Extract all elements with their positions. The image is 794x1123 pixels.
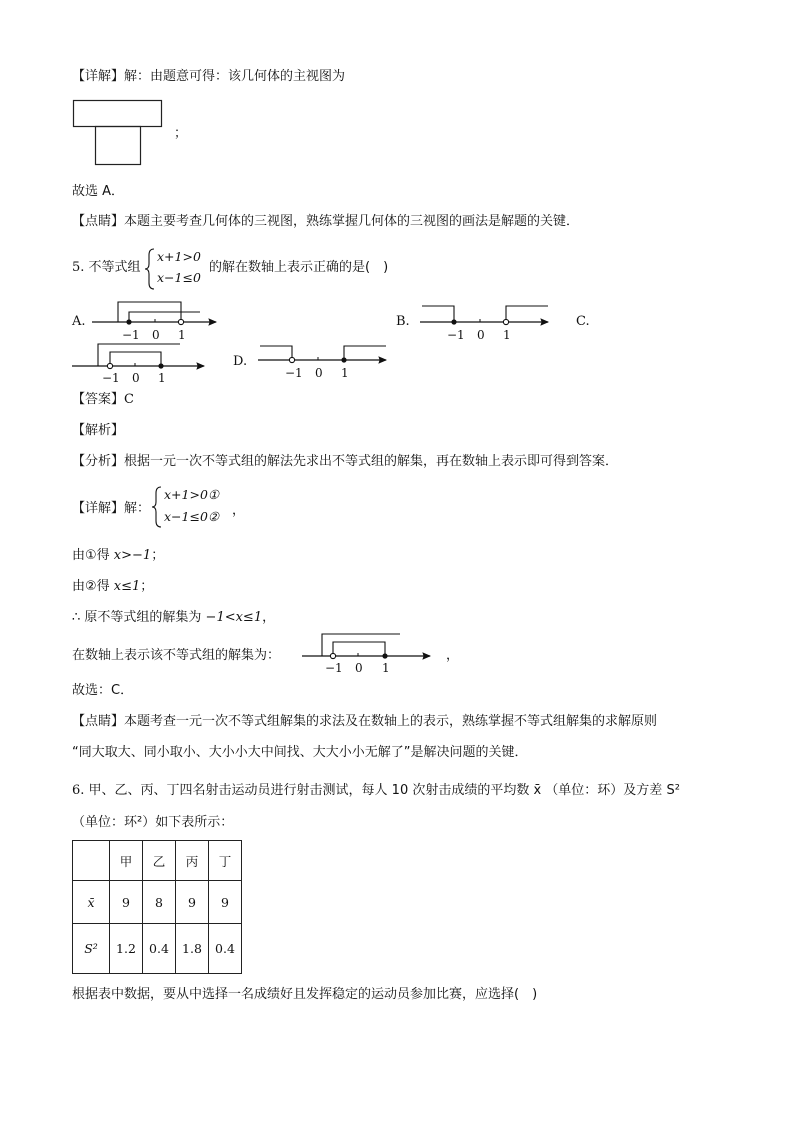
step-3-math: −1<x≤1	[205, 610, 263, 625]
q5-stem-pre	[72, 259, 141, 277]
table-header-jia: 甲	[110, 841, 143, 881]
step-1-math: x>−1	[113, 548, 152, 563]
detail-ineq-2: x−1≤0②	[164, 509, 220, 524]
table-row-mean	[73, 881, 242, 924]
solution-number-line	[300, 630, 440, 676]
option-b-tick-0: 0	[477, 328, 485, 342]
detail-tag-2: 【详解】	[72, 501, 125, 516]
choose-2: 故选：C．	[72, 683, 134, 698]
analysis-tag: 【解析】	[72, 423, 125, 438]
option-b-point-1	[503, 319, 508, 324]
solution-point-minus1	[330, 653, 335, 658]
table-header-row	[73, 841, 242, 881]
step-1-pre: 由①得	[72, 548, 114, 563]
table-cell: 0.4	[209, 924, 242, 974]
detail-brace	[151, 485, 163, 529]
detail-text-2: 解：	[124, 501, 151, 516]
option-c-tick-1: 1	[158, 371, 166, 385]
table-cell: 9	[209, 881, 242, 924]
table-cell: 0.4	[143, 924, 176, 974]
solution-tick-1: 1	[382, 661, 390, 675]
front-view-figure	[72, 98, 164, 168]
step-2-math: x≤1	[113, 579, 141, 594]
comment-line-2	[72, 713, 657, 731]
table-header-ding: 丁	[209, 841, 242, 881]
front-view-top-rect	[74, 101, 162, 127]
table-cell: 8	[143, 881, 176, 924]
table-header-bing: 丙	[176, 841, 209, 881]
option-d-number-line	[256, 338, 396, 384]
solution-point-1	[382, 653, 387, 658]
step-3-pre: ∴ 原不等式组的解集为	[72, 610, 206, 625]
table-header-yi: 乙	[143, 841, 176, 881]
option-d-label[interactable]: D.	[233, 354, 248, 369]
detail-tail: ，	[232, 503, 246, 518]
step-3	[72, 609, 275, 627]
comment-line-1	[72, 213, 579, 231]
table-cell: 1.8	[176, 924, 209, 974]
detail-text: 解：由题意可得：该几何体的主视图为	[124, 69, 346, 84]
option-a-tick-1: 1	[178, 328, 186, 342]
option-d-tick-minus1: −1	[285, 366, 303, 380]
step-4-post: ，	[446, 648, 460, 663]
option-c-tick-0: 0	[132, 371, 140, 385]
analysis-line	[72, 453, 618, 471]
option-d-tick-0: 0	[315, 366, 323, 380]
q5-stem-prefix: 不等式组	[88, 260, 141, 275]
table-row-variance	[73, 924, 242, 974]
table-corner	[73, 841, 110, 881]
choose-1: 故选 A．	[72, 184, 125, 199]
option-c-tick-minus1: −1	[102, 371, 120, 385]
comment-text-2: 本题考查一元一次不等式组解集的求法及在数轴上的表示，熟练掌握不等式组解集的求解原则	[124, 714, 658, 729]
step-3-post: ，	[262, 610, 276, 625]
q5-brace	[144, 247, 156, 291]
step-1	[72, 547, 164, 565]
detail-line-2	[72, 500, 150, 518]
option-a-tick-0: 0	[152, 328, 160, 342]
step-2	[72, 578, 153, 596]
step-1-post: ；	[151, 548, 165, 563]
table-variance-label: S²	[73, 924, 110, 974]
step-4-pre: 在数轴上表示该不等式组的解集为：	[72, 648, 281, 663]
q6-number: 6.	[72, 783, 85, 798]
option-c-number-line	[70, 338, 210, 384]
option-c-point-minus1	[107, 363, 112, 368]
comment-tag: 【点睛】	[72, 214, 125, 229]
option-b-label[interactable]: B.	[396, 314, 410, 329]
q6-line-1	[72, 782, 680, 800]
comment-tag-2: 【点睛】	[72, 714, 125, 729]
q6-line-2: （单位：环²）如下表所示：	[72, 815, 234, 830]
analysis-text: 根据一元一次不等式组的解法先求出不等式组的解集，再在数轴上表示即可得到答案．	[124, 454, 619, 469]
table-cell: 9	[110, 881, 143, 924]
q5-stem-post: 的解在数轴上表示正确的是( )	[209, 260, 389, 275]
option-a-tick-minus1: −1	[122, 328, 140, 342]
option-a-point-1	[178, 319, 183, 324]
comment-text: 本题主要考查几何体的三视图，熟练掌握几何体的三视图的画法是解题的关键．	[124, 214, 580, 229]
option-d-point-minus1	[289, 357, 294, 362]
option-b-tick-1: 1	[503, 328, 511, 342]
detail-ineq-1: x+1>0①	[164, 487, 220, 502]
analysis-tag-2: 【分析】	[72, 454, 125, 469]
answer-line	[72, 391, 134, 409]
semicolon: ；	[174, 126, 188, 141]
q5-ineq-2: x−1≤0	[157, 270, 201, 285]
option-c-label[interactable]: C.	[576, 314, 590, 329]
answer-tag: 【答案】	[72, 392, 125, 407]
q5-number: 5.	[72, 260, 85, 275]
q6-text-1: 甲、乙、丙、丁四名射击运动员进行射击测试，每人 10 次射击成绩的平均数 x̄ （单位：环）及方差 S²	[88, 783, 680, 798]
step-2-pre: 由②得	[72, 579, 114, 594]
q6-question: 根据表中数据，要从中选择一名成绩好且发挥稳定的运动员参加比赛，应选择( )	[72, 987, 538, 1002]
solution-tick-minus1: −1	[325, 661, 343, 675]
front-view-bottom-rect	[96, 127, 141, 165]
detail-tag: 【详解】	[72, 69, 125, 84]
step-2-post: ；	[140, 579, 154, 594]
table-cell: 1.2	[110, 924, 143, 974]
answer-value: C	[124, 392, 134, 407]
option-c-point-1	[158, 363, 163, 368]
q5-ineq-1: x+1>0	[157, 249, 201, 264]
table-cell: 9	[176, 881, 209, 924]
option-d-point-1	[341, 357, 346, 362]
option-b-point-minus1	[451, 319, 456, 324]
solution-tick-0: 0	[355, 661, 363, 675]
option-a-label[interactable]: A.	[72, 314, 86, 329]
table-mean-label: x̄	[73, 881, 110, 924]
option-a-point-minus1	[126, 319, 131, 324]
option-d-tick-1: 1	[341, 366, 349, 380]
comment-line-2b: “同大取大、同小取小、大小小大中间找、大大小小无解了”是解决问题的关键．	[72, 745, 528, 760]
option-b-number-line	[418, 298, 554, 344]
stats-table	[72, 840, 242, 974]
option-b-tick-minus1: −1	[447, 328, 465, 342]
detail-line-1	[72, 68, 345, 86]
